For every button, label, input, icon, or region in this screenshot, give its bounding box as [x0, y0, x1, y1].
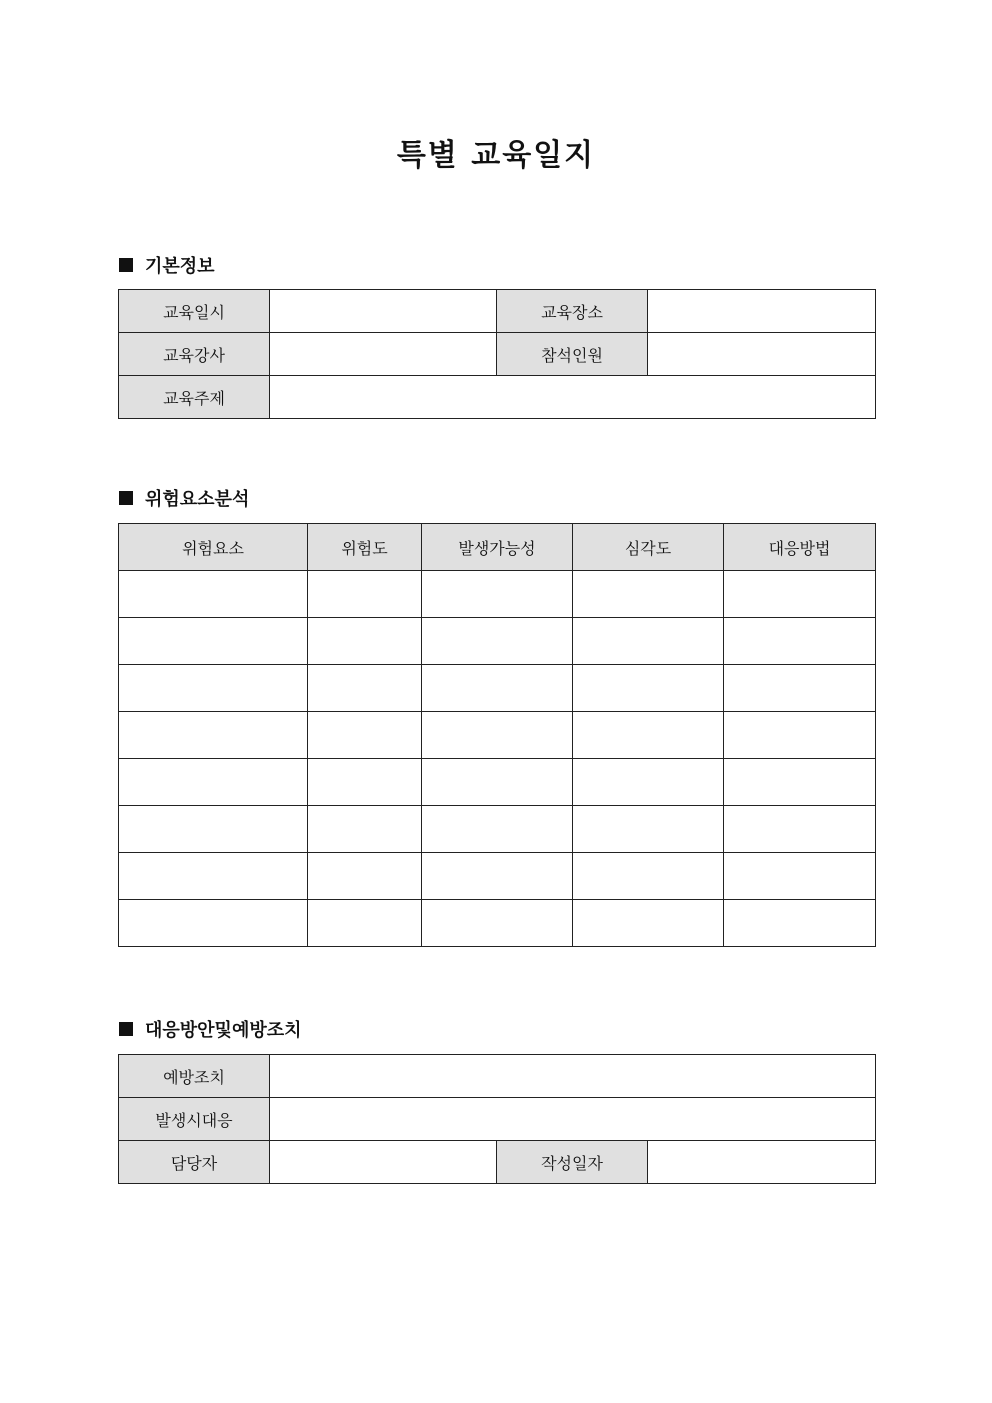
column-header: 발생가능성: [422, 524, 573, 571]
risk-table-cell[interactable]: [308, 571, 422, 618]
table-row: [119, 759, 876, 806]
table-row: [119, 853, 876, 900]
field-label: 참석인원: [497, 333, 648, 376]
field-label: 담당자: [119, 1141, 270, 1184]
risk-analysis-table: [118, 523, 876, 947]
square-bullet-icon: [119, 1022, 133, 1036]
column-header: 대응방법: [724, 524, 876, 571]
prevention-measures-field[interactable]: [270, 1055, 876, 1098]
risk-table-cell[interactable]: [573, 900, 724, 947]
column-header: 위험도: [308, 524, 422, 571]
table-row: [119, 571, 876, 618]
column-header: 심각도: [573, 524, 724, 571]
risk-table-cell[interactable]: [119, 806, 308, 853]
risk-table-cell[interactable]: [724, 618, 876, 665]
risk-table-cell[interactable]: [573, 571, 724, 618]
risk-table-cell[interactable]: [573, 712, 724, 759]
table-header-row: [119, 524, 876, 571]
table-row: [119, 618, 876, 665]
table-row: [119, 900, 876, 947]
square-bullet-icon: [119, 258, 133, 272]
risk-table-cell[interactable]: [573, 618, 724, 665]
risk-table-cell[interactable]: [119, 571, 308, 618]
risk-table-cell[interactable]: [724, 806, 876, 853]
section-title: 기본정보: [145, 256, 215, 277]
risk-table-cell[interactable]: [119, 853, 308, 900]
field-label: 교육장소: [497, 290, 648, 333]
square-bullet-icon: [119, 491, 133, 505]
risk-table-cell[interactable]: [422, 665, 573, 712]
risk-table-cell[interactable]: [308, 900, 422, 947]
section-heading-response-plan: [119, 1017, 302, 1041]
attendees-field[interactable]: [648, 333, 876, 376]
risk-table-cell[interactable]: [724, 665, 876, 712]
table-row: [119, 376, 876, 419]
risk-table-cell[interactable]: [308, 618, 422, 665]
table-row: [119, 333, 876, 376]
table-row: [119, 290, 876, 333]
risk-table-cell[interactable]: [308, 806, 422, 853]
field-label: 교육강사: [119, 333, 270, 376]
risk-table-cell[interactable]: [308, 665, 422, 712]
risk-table-cell[interactable]: [308, 759, 422, 806]
field-label: 교육일시: [119, 290, 270, 333]
instructor-field[interactable]: [270, 333, 497, 376]
risk-table-cell[interactable]: [573, 806, 724, 853]
manager-field[interactable]: [270, 1141, 497, 1184]
education-datetime-field[interactable]: [270, 290, 497, 333]
section-title: 위험요소분석: [145, 489, 250, 510]
table-row: [119, 806, 876, 853]
table-row: [119, 1141, 876, 1184]
education-topic-field[interactable]: [270, 376, 876, 419]
risk-table-cell[interactable]: [119, 618, 308, 665]
response-plan-table: [118, 1054, 876, 1184]
risk-table-cell[interactable]: [422, 853, 573, 900]
risk-table-cell[interactable]: [724, 571, 876, 618]
incident-response-field[interactable]: [270, 1098, 876, 1141]
created-date-field[interactable]: [648, 1141, 876, 1184]
table-row: [119, 1055, 876, 1098]
basic-info-table: [118, 289, 876, 419]
risk-table-cell[interactable]: [573, 665, 724, 712]
risk-table-cell[interactable]: [724, 853, 876, 900]
risk-table-cell[interactable]: [422, 618, 573, 665]
risk-table-cell[interactable]: [422, 759, 573, 806]
risk-table-cell[interactable]: [422, 712, 573, 759]
field-label: 작성일자: [497, 1141, 648, 1184]
risk-table-cell[interactable]: [119, 665, 308, 712]
risk-table-cell[interactable]: [119, 900, 308, 947]
risk-table-cell[interactable]: [119, 712, 308, 759]
section-heading-risk-analysis: [119, 486, 249, 510]
section-heading-basic-info: [119, 253, 215, 277]
risk-table-cell[interactable]: [724, 900, 876, 947]
risk-table-cell[interactable]: [573, 853, 724, 900]
table-row: [119, 712, 876, 759]
risk-table-cell[interactable]: [724, 712, 876, 759]
risk-table-body: [119, 571, 876, 947]
field-label: 예방조치: [119, 1055, 270, 1098]
field-label: 교육주제: [119, 376, 270, 419]
risk-table-cell[interactable]: [422, 571, 573, 618]
field-label: 발생시대응: [119, 1098, 270, 1141]
risk-table-cell[interactable]: [422, 900, 573, 947]
table-row: [119, 1098, 876, 1141]
education-location-field[interactable]: [648, 290, 876, 333]
page-title: 특별 교육일지: [396, 138, 596, 173]
risk-table-cell[interactable]: [422, 806, 573, 853]
column-header: 위험요소: [119, 524, 308, 571]
risk-table-cell[interactable]: [573, 759, 724, 806]
table-row: [119, 665, 876, 712]
risk-table-cell[interactable]: [724, 759, 876, 806]
risk-table-cell[interactable]: [308, 853, 422, 900]
section-title: 대응방안및예방조치: [145, 1020, 302, 1041]
risk-table-cell[interactable]: [119, 759, 308, 806]
risk-table-cell[interactable]: [308, 712, 422, 759]
